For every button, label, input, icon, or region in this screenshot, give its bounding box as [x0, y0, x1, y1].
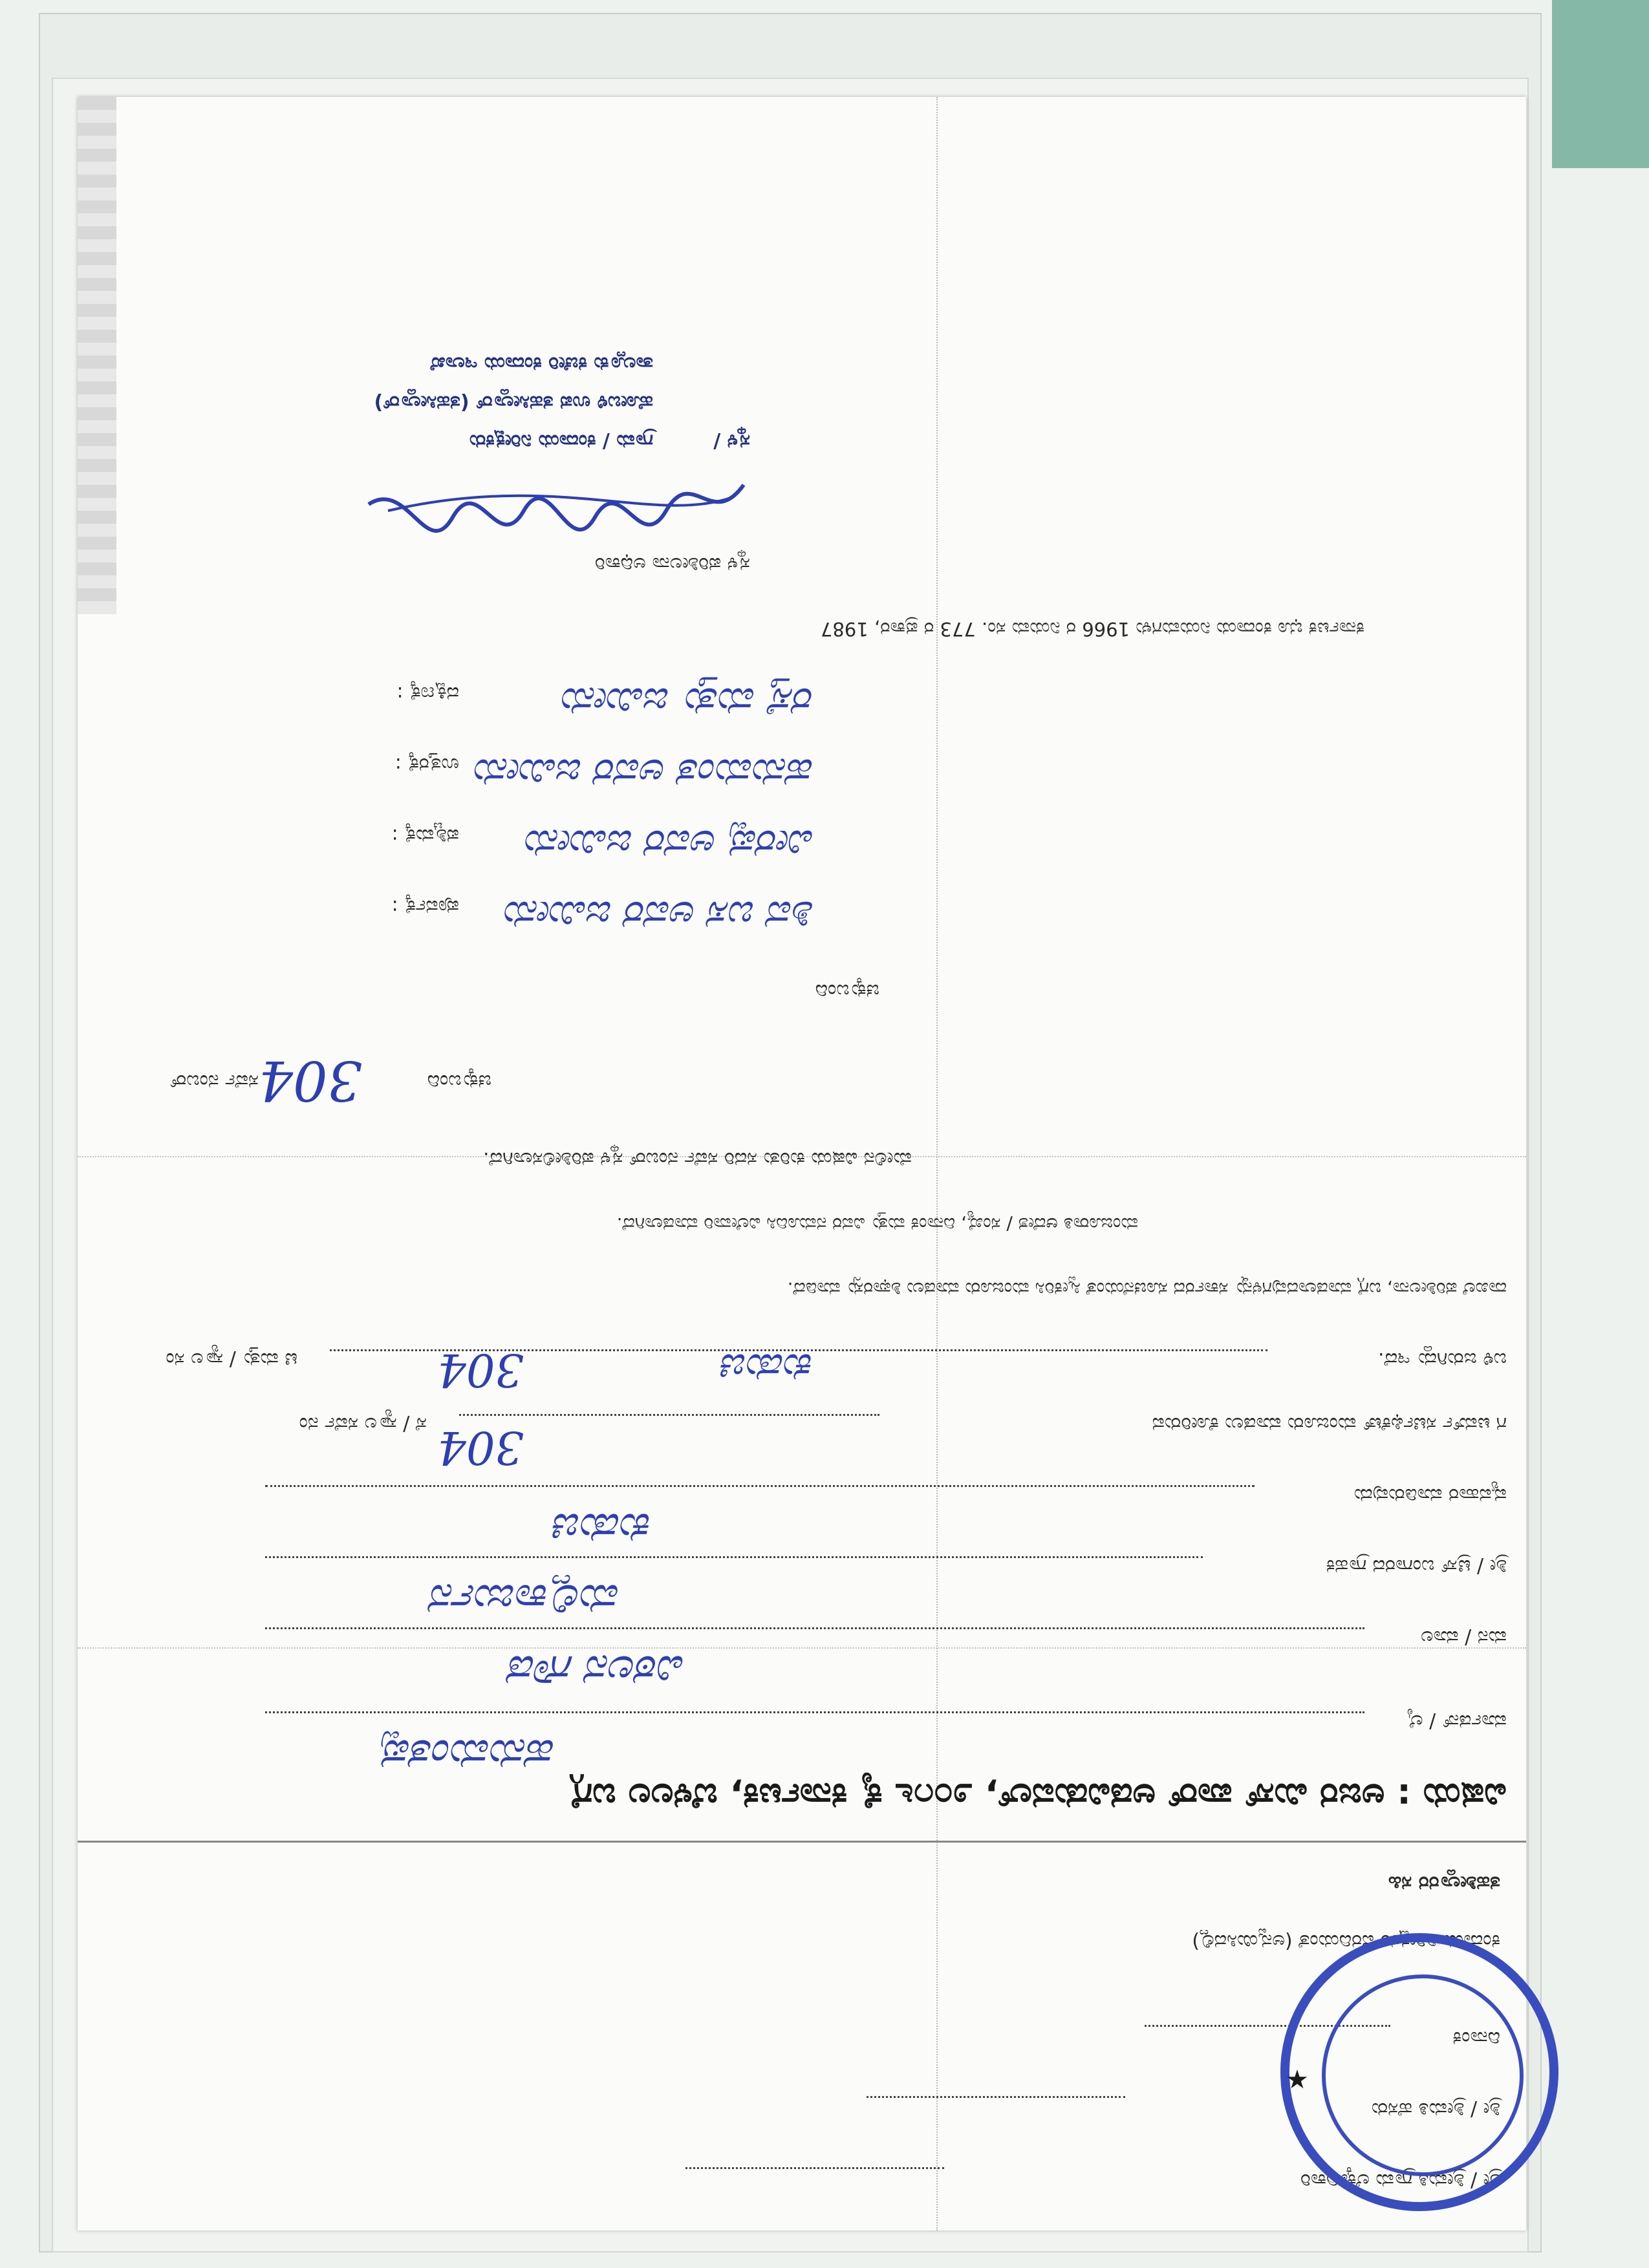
stamp-line-1: ಗ್ರಾಮ / ಕಂದಾಯ ನಿರೀಕ್ಷಕರು: [469, 430, 653, 453]
handwritten-boundary: ಶಿವ ಬಸ ಅವರ ಜಮೀನು: [505, 892, 815, 937]
handwritten-village: ಕುಡುಚಿ: [722, 1345, 815, 1390]
bottom-line-3: ಶ್ರೀ / ಶ್ರೀಮತಿ ಹೆಸರು: [1371, 2098, 1500, 2121]
star-icon: ★: [1286, 2065, 1309, 2095]
official-seal: [1280, 1933, 1558, 2211]
stamp-prefix: ಸ್ಥಳ /: [713, 430, 750, 453]
dotted-line: [459, 1414, 879, 1416]
folder-edge: [1552, 0, 1649, 168]
form-line-9: ದಾಖಲೆ ಪರಿಶೀಲನಾ, ಬಗ್ಗೆ ಮಾಡಲಾದವುಗಳನ್ನು ಸರ್ಕಾರದ ಸೂಚನೆಯಂತೆ ಸ್ವೀಕರಿಸಿ ಮಂಜೂರು ಮಾಡಲು ಶಿಫಾರಸ್ಸು ಮಾಡಿದೆ.: [787, 1278, 1507, 1300]
dotted-line: [265, 1556, 1203, 1558]
boundary-label-east: ಪೂರ್ವಕ್ಕೆ :: [391, 895, 459, 918]
form-line-4: ವ್ಯವಹಾರ ಮಾಡಿರುವುದು: [1353, 1484, 1507, 1506]
form-line-1: ರ್ಮಾಡನ್ / ಲೈ: [1406, 1710, 1507, 1733]
boundary-label-west: ಪಶ್ಚಿಮಕ್ಕೆ :: [391, 824, 459, 847]
form-line-3: ಶ್ರೀ / ಟ್ರಿಸ್ ಬಂಗಾರದ ಗ್ರಾಹಕ: [1326, 1555, 1507, 1578]
handwritten-survey-no: 304: [258, 1049, 362, 1112]
chakbandi-label: ಚಕ್ಕುಬಂದಿ: [427, 1070, 491, 1093]
handwritten-village: ಕುಡುಚಿ: [554, 1504, 653, 1552]
form-line-11: ಮೇಲಿನ ವಿಷಯ ಕುರಿತು ಸದರಿ ಸರ್ವೆ ನಂಬರ್ ಸ್ಥಳ ಪರಿಶೀಲಿಸಲಾಗಿದೆ.: [482, 1148, 912, 1170]
fold-line: [78, 1646, 1526, 1649]
seal-inner-ring: [1322, 1974, 1524, 2176]
handwritten-name: ಹನುಮಂತಪ್ಪ: [382, 1730, 556, 1778]
decorative-border: [78, 97, 116, 614]
boundary-label-north: ಉತ್ತರಕ್ಕೆ :: [394, 753, 459, 776]
document-page: [78, 97, 1526, 2231]
bottom-line-2: ದಿನಾಂಕ: [1452, 2027, 1500, 2049]
handwritten-boundary: ವೀರಪ್ಪ ಅವರ ಜಮೀನು: [526, 821, 815, 866]
bottom-header: ತಹಶೀಲ್ದಾರರ ಸಹಿ: [1388, 1872, 1500, 1894]
form-line-5: ಗ ಟರ್ಮ್ ಸರ್ಟಿಫಿಕೆಟ್ ಮಂಜೂರು ಮಾಡಲು ಕೋರಿರುವ: [1152, 1413, 1507, 1435]
handwritten-boundary: ಹನುಮಂತ ಅವರ ಜಮೀನು: [475, 750, 815, 795]
signature-caption: ಸ್ಥಳ ಪರಿಶೀಲನಾ ಅಧಿಕಾರಿ: [594, 553, 750, 575]
form-line-10: ಮಂಜೂರಾತಿ ಆದೇಶ / ಸಂಖ್ಯೆ, ದಿನಾಂಕ ಮತ್ತು ವಿವರ ನಮೂದಿಸಿ ವಿಲೇವಾರಿ ಮಾಡಲಾಗಿದೆ.: [616, 1214, 1138, 1235]
bottom-line-4: ಶ್ರೀ / ಶ್ರೀಮತಿ ಗ್ರಾಮ ಲೆಕ್ಕಾಧಿಕಾರಿ: [1300, 2169, 1500, 2192]
fold-line: [935, 97, 938, 2231]
dotted-line: [685, 2167, 944, 2169]
dotted-line: [265, 1711, 1364, 1713]
form-line-6: ಸೆ / ಸ್ಯಾಲ ಸರ್ವೆ ನಂ: [299, 1413, 427, 1435]
stamp-line-2: ಹೋಬಳಿ ಉಪ ತಹಸೀಲ್ದಾರ್ (ತಹಸೀಲ್ದಾರ್): [374, 391, 653, 414]
handwritten-survey-no: 304: [437, 1421, 524, 1474]
bottom-line-1: ಕಂದಾಯ ನಿರೀಕ್ಷಕರ ವರದಿಯಂತೆ (ಅನ್ವಯಿಸಿದಲ್ಲಿ): [1192, 1930, 1500, 1952]
dotted-line: [867, 2096, 1125, 2098]
section-divider: [78, 1839, 1526, 1843]
dotted-line: [265, 1485, 1255, 1487]
handwritten-name: ಮಲ್ಲಿಕಾರ್ಜುನ: [431, 1575, 621, 1623]
form-line-7: ಬಳಿ ಜರುಗಿದ್ದು ಇದೆ.: [1378, 1348, 1507, 1371]
dotted-line: [265, 1627, 1364, 1629]
handwritten-boundary: ರಸ್ತೆ ಮತ್ತು ಜಮೀನು: [563, 679, 815, 724]
page-title: ವಿಷಯ : ಅಜರ ಮಿಸ್ ಪಾರ್ ಅಡವಿಡುವಲ್, ೨೦೧೬ ಕೈ ಕರ್ನಾಟಕ, ಬೆಳಲಲ ಬಗ್ಗೆ: [570, 1776, 1507, 1817]
survey-label: ಸರ್ವೆ ನಂಬರ್: [169, 1070, 259, 1093]
stamp-line-3: ತಾಲ್ಲೂಕು ಕಚೇರಿ ಕಂದಾಯ ಇಲಾಖೆ: [430, 352, 653, 375]
rule-reference: ಕರ್ನಾಟಕ ಭೂ ಕಂದಾಯ ನಿಯಮಗಳು 1966 ರ ನಿಯಮ ಸಂ. 773 ರ ಪ್ರಕಾರ, 1987: [820, 618, 1364, 640]
paper: [78, 97, 1526, 2231]
form-line-8: ಟಿ ಮತ್ತು / ಸ್ಯಾಲ ಸಂ: [166, 1348, 297, 1371]
signature: [362, 459, 750, 537]
boundaries-title: ಚಕ್ಕುಬಂದಿ: [815, 979, 879, 1002]
handwritten-survey-no: 304: [437, 1343, 524, 1396]
boundary-label-south: ದಕ್ಷಿಣಕ್ಕೆ :: [396, 682, 459, 705]
form-line-2: ಮನ / ಮಾಲ: [1421, 1626, 1507, 1649]
handwritten-name: ವಿಠಲನ ಗೌಡ: [510, 1646, 685, 1694]
